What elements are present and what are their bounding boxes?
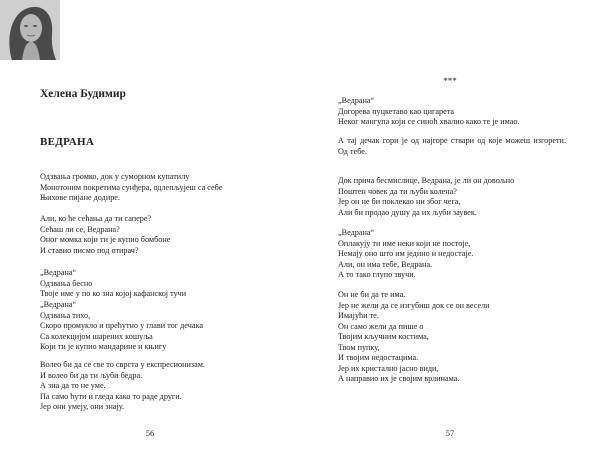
poem-line: Волео би да се све то сврста у експресионизам. [40, 360, 205, 369]
poem-line: Одзвања бесно [40, 278, 93, 288]
poem-line: Поштен човек да ти љуби колена? [338, 186, 457, 196]
poem-line: Твоје име у по ко зна којој кафанској тучи [40, 289, 187, 298]
stanza-2 [40, 214, 170, 256]
stanza-5 [40, 360, 205, 413]
poem-line: Он само жели да пише о [338, 321, 424, 331]
poem-line: И ставио писмо под отирач? [40, 245, 139, 255]
poem-line: И волео би да ти љуби бедра. [40, 370, 143, 380]
poem-line: Јер они умеју, они знају. [40, 402, 125, 411]
poem-line: Твојим кључним костима, [338, 332, 429, 341]
poem-line: Који ти је купио мандарине и књигу [40, 342, 167, 351]
poem-line: Немају оно што им једино и недостаје. [338, 249, 474, 258]
poem-line: Оплакују ти име неки који не постоје, [338, 238, 471, 248]
poem-line: А тај дечак гори је од најгоре ствари од које можеш изгорети. [338, 136, 566, 145]
poem-line: А то тако глупо звучи. [338, 270, 416, 279]
poem-line: Он не би да те има. [338, 290, 406, 299]
poem-line: Одзвања тихо, [40, 310, 91, 320]
poem-line: „Ведрана“ [338, 96, 375, 105]
poem-line: Скоро промукло и прећутно у глави тог дечака [40, 321, 203, 330]
stanza-4 [40, 300, 203, 353]
poem-line: Догорева пуцкетаво као цигарета [338, 106, 455, 116]
poem-line: „Ведрана“ [40, 268, 77, 277]
poem-line: Имајући те. [338, 311, 379, 320]
poem-line: Јер их кристално јасно види, [338, 363, 439, 373]
stanza-6 [338, 96, 520, 128]
poem-line: Са колекцијом шарених кошуља [40, 331, 153, 341]
poem-line: Јер он не би поклекао ни због чега, [338, 197, 461, 206]
poem-line: „Ведрана“ [40, 300, 77, 309]
section-mark: *** [443, 76, 457, 86]
poem-line: Оног момка који ти је купио бомбоне [40, 235, 171, 244]
poem-title: ВЕДРАНА [40, 136, 95, 148]
stanza-1 [40, 172, 222, 204]
right-page [300, 0, 600, 466]
stanza-8 [338, 176, 514, 218]
poem-line: Неког мангупа који се синоћ хвалио како те је имао. [338, 117, 520, 126]
poem-line: Али, он има тебе, Ведрана. [338, 259, 433, 269]
poem-line: Па само ћути и гледа како то раде други. [40, 391, 182, 401]
poem-line: Сећаш ли се, Ведрана? [40, 224, 120, 234]
poem-line: Монотоним покретима сунђера, одлепљујеш са себе [40, 182, 223, 192]
author-name: Хелена Будимир [40, 88, 126, 100]
poem-line: И твојим недостацима. [338, 353, 419, 362]
poem-line: „Ведрана“ [338, 228, 375, 237]
poem-line: Твом пупку, [338, 342, 380, 352]
page-number: 57 [445, 428, 455, 438]
poem-line: Јер не жели да се изгубиш док се он весели [338, 300, 490, 310]
poem-line: Од тебе. [338, 146, 367, 156]
poem-line: А зна да то не уме. [40, 381, 106, 390]
poem-line: А направио их је својим врлинама. [338, 374, 460, 383]
page-number: 56 [145, 428, 155, 438]
stanza-7 [338, 136, 566, 157]
stanza-10 [338, 290, 490, 385]
stanza-9 [338, 228, 473, 281]
poem-line: Али, ко ће сећања да ти сапере? [40, 214, 152, 223]
poem-line: Одзвања громко, док у суморном купатилу [40, 172, 190, 181]
poem-line: Али би продао душу да их љуби заувек. [338, 207, 477, 217]
stanza-3 [40, 268, 186, 300]
poem-line: Њихове пијане додире. [40, 193, 120, 202]
poem-line: Док прича бесмислице, Ведрана, је ли он довољно [338, 176, 515, 185]
